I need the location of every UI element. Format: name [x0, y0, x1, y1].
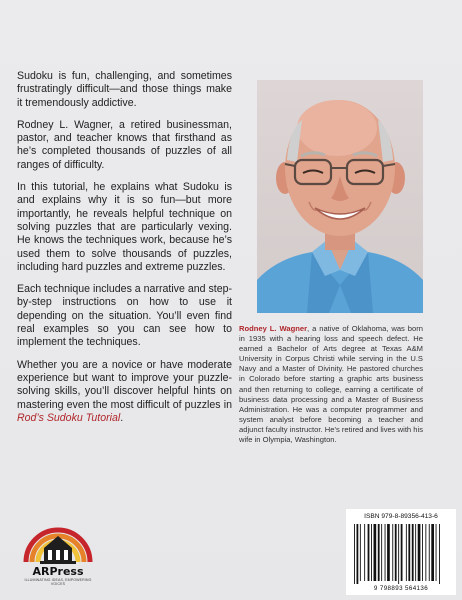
description-paragraph: In this tutorial, he explains what Sudoku is and explains why it is so fun—but more importantly, he reveals helpful technique on solving puzzles that are particularly vexing. He knows the techniques work, because he’s used them to solve thousands of puzzles, including hard puzzles and extreme puzzles.: [17, 181, 232, 273]
isbn-barcode: [346, 509, 456, 595]
barcode-bars-icon: [346, 509, 456, 595]
isbn-label: ISBN 979-8-89356-413-6: [364, 513, 438, 520]
closing-punctuation: .: [120, 411, 124, 424]
description-paragraph: Each technique includes a narrative and step-by-step instructions on how to use it depending on the situation. You’ll even find real examples so you can see how to implement the techniques.: [17, 283, 232, 349]
publisher-tagline: ILLUMINATING IDEAS, EMPOWERING VOICES: [24, 578, 92, 586]
publisher-rainbow-house-icon: [20, 510, 96, 566]
publisher-name: ARPress: [32, 565, 84, 578]
description-paragraph: Rodney L. Wagner, a retired businessman, pastor, and teacher knows that firsthand as he’s completed thousands of puzzles of all ranges of difficulty.: [17, 118, 232, 171]
book-title-reference: Rod’s Sudoku Tutorial: [17, 411, 121, 424]
barcode-digits: 9 798893 564136: [373, 585, 429, 592]
publisher-logo: [20, 510, 96, 590]
description-column: [17, 70, 232, 434]
author-name: Rodney L. Wagner: [239, 324, 308, 333]
description-paragraph-closing: [17, 359, 232, 425]
author-portrait-illustration: [257, 80, 423, 313]
description-paragraph: Sudoku is fun, challenging, and sometimes frustratingly difficult—and those things make it tremendously addictive.: [17, 70, 232, 109]
author-photo: [257, 80, 423, 313]
author-bio-text: , a native of Oklahoma, was born in 1935 with a hearing loss and speech defect. He earned a Bachelor of Arts degree at Texas A&M University in Corpus Christi while serving in the U.S Navy and a Master of Divinity. He pastored churches in Colorado before starting a graphic arts business and then returning to college, earning a certificate of business data processing and a Master of Business Administration. He was a computer programmer and system analyst before becoming a teacher and adjunct faculty instructor. He’s retired and lives with his wife in Olympia, Washington.: [239, 324, 423, 445]
author-bio: [239, 324, 423, 445]
closing-text: Whether you are a novice or have moderate experience but want to improve your puzzle-solving skills, you’ll discover helpful hints on mastering even the most difficult of puzzles in: [17, 358, 232, 411]
